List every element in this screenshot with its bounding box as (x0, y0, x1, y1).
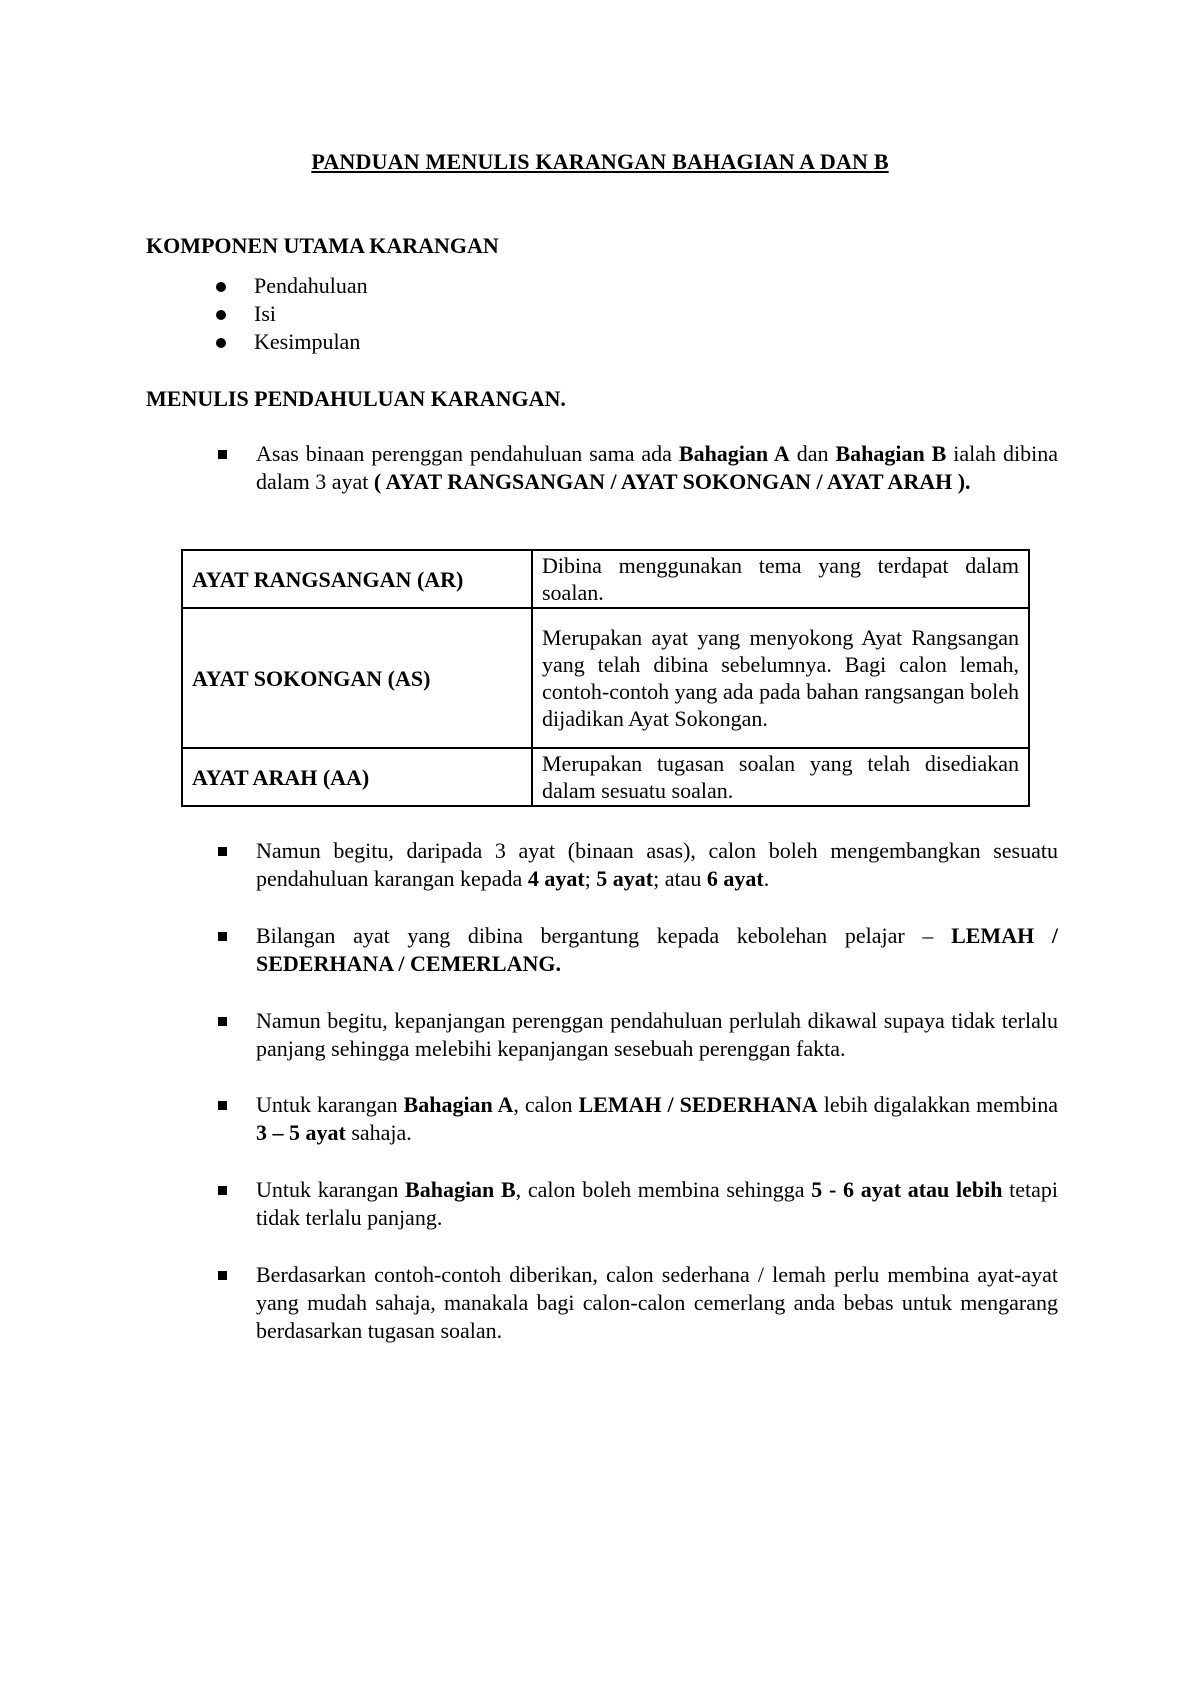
table-label-cell: AYAT ARAH (AA) (182, 748, 532, 806)
bullet-icon (216, 338, 226, 348)
bullet-icon (216, 310, 226, 320)
point-paragraph: Bilangan ayat yang dibina bergantung kepada kebolehan pelajar – LEMAH / SEDERHANA / CEMERLANG. (218, 922, 1058, 978)
square-bullet-icon (218, 1186, 227, 1195)
bullet-icon (216, 282, 226, 292)
table-desc-cell: Merupakan ayat yang menyokong Ayat Rangsangan yang telah dibina sebelumnya. Bagi calon lemah, contoh-contoh yang ada pada bahan rangsangan boleh dijadikan Ayat Sokongan. (532, 608, 1029, 748)
point-paragraph: Untuk karangan Bahagian A, calon LEMAH / SEDERHANA lebih digalakkan membina 3 – 5 ayat sahaja. (218, 1091, 1058, 1147)
table-label-cell: AYAT SOKONGAN (AS) (182, 608, 532, 748)
table-row (182, 550, 1029, 608)
point-paragraph: Untuk karangan Bahagian B, calon boleh membina sehingga 5 - 6 ayat atau lebih tetapi tidak terlalu panjang. (218, 1176, 1058, 1232)
ayat-table (181, 549, 1030, 807)
table-desc-cell: Merupakan tugasan soalan yang telah disediakan dalam sesuatu soalan. (532, 748, 1029, 806)
section-heading-pendahuluan: MENULIS PENDAHULUAN KARANGAN. (146, 386, 566, 411)
list-item: Isi (216, 300, 368, 328)
list-item: Kesimpulan (216, 328, 368, 356)
list-item: Pendahuluan (216, 272, 368, 300)
point-paragraph: Berdasarkan contoh-contoh diberikan, calon sederhana / lemah perlu membina ayat-ayat yang mudah sahaja, manakala bagi calon-calon cemerlang anda bebas untuk mengarang berdasarkan tugasan soalan. (218, 1261, 1058, 1345)
point-paragraph: Namun begitu, kepanjangan perenggan pendahuluan perlulah dikawal supaya tidak terlalu panjang sehingga melebihi kepanjangan sesebuah perenggan fakta. (218, 1007, 1058, 1063)
table-row (182, 608, 1029, 748)
square-bullet-icon (218, 932, 227, 941)
square-bullet-icon (218, 847, 227, 856)
section-heading-komponen: KOMPONEN UTAMA KARANGAN (146, 233, 499, 258)
table-desc-cell: Dibina menggunakan tema yang terdapat dalam soalan. (532, 550, 1029, 608)
component-list (216, 272, 368, 356)
table-label-cell: AYAT RANGSANGAN (AR) (182, 550, 532, 608)
intro-paragraph: Asas binaan perenggan pendahuluan sama ada Bahagian A dan Bahagian B ialah dibina dalam 3 ayat ( AYAT RANGSANGAN / AYAT SOKONGAN / AYAT ARAH ). (218, 440, 1058, 496)
square-bullet-icon (218, 450, 227, 459)
square-bullet-icon (218, 1101, 227, 1110)
table-row (182, 748, 1029, 806)
point-paragraph: Namun begitu, daripada 3 ayat (binaan asas), calon boleh mengembangkan sesuatu pendahuluan karangan kepada 4 ayat; 5 ayat; atau 6 ayat. (218, 837, 1058, 893)
document-title: PANDUAN MENULIS KARANGAN BAHAGIAN A DAN B (311, 149, 889, 174)
square-bullet-icon (218, 1271, 227, 1280)
square-bullet-icon (218, 1017, 227, 1026)
